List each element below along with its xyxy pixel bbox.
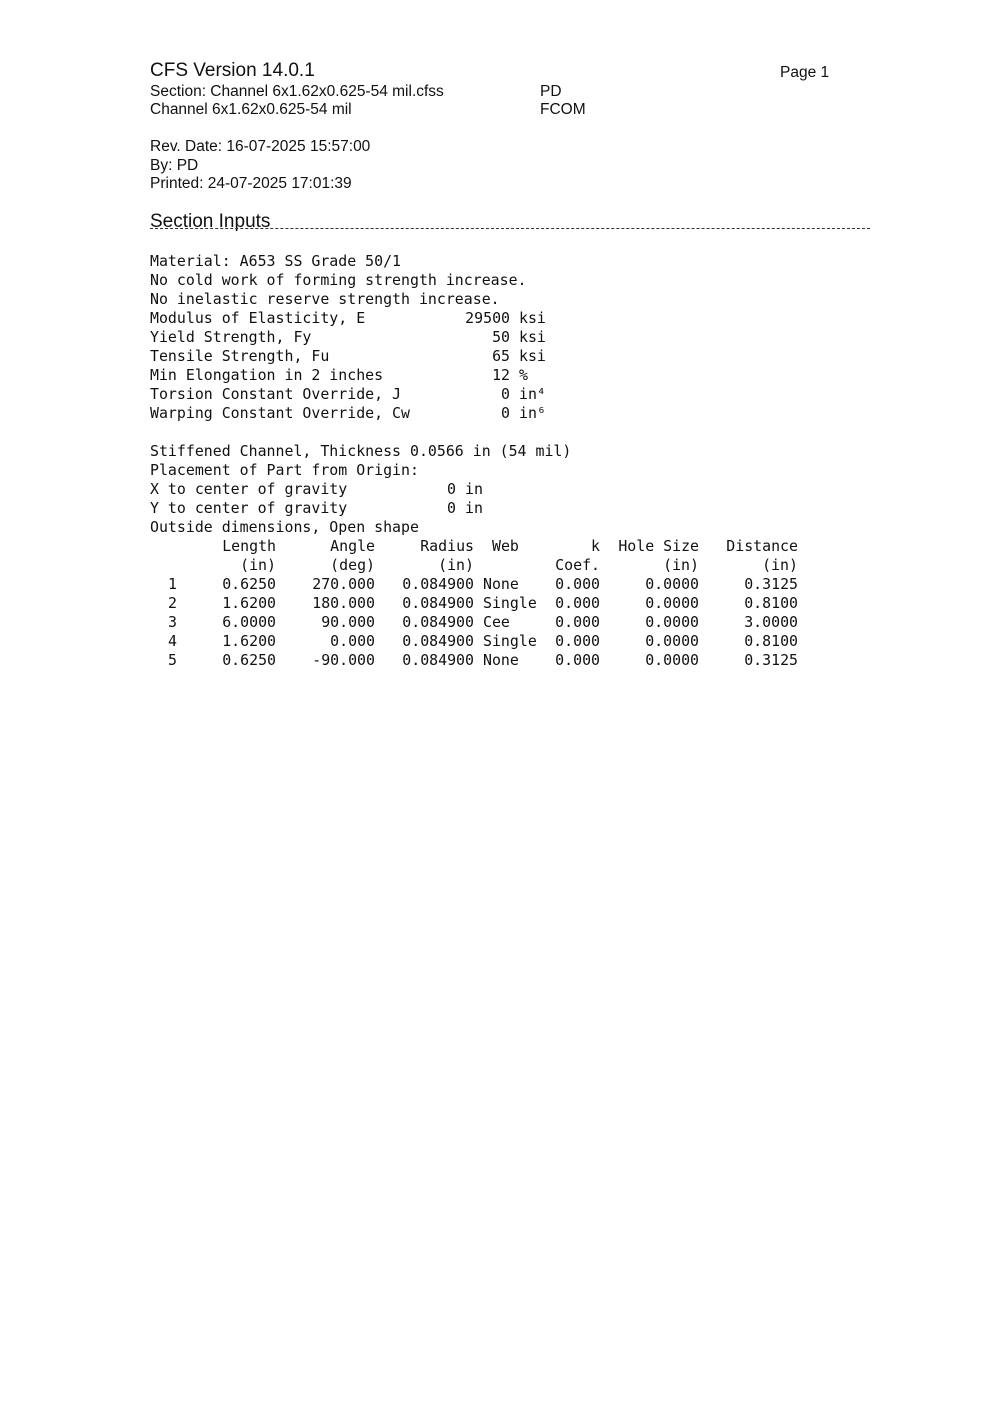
dimensions-heading: Outside dimensions, Open shape [150,518,419,536]
page-number: Page 1 [780,64,830,81]
table-cell: 1 [168,575,177,593]
section-divider [150,228,870,229]
placement-value: 0 [447,499,456,517]
table-cell: 5 [168,651,177,669]
column-header: Web [492,537,519,555]
table-cell: 0.000 [555,613,600,631]
placement-label: X to center of gravity [150,480,348,498]
property-label: Torsion Constant Override, J [150,385,402,403]
table-cell: 180.000 [312,594,375,612]
column-header: k [591,537,600,555]
table-cell: 3.0000 [744,613,798,631]
material-line: Material: A653 SS Grade 50/1 [150,252,402,270]
property-value: 65 [492,347,510,365]
table-cell: 1.6200 [222,632,276,650]
column-unit: Coef. [555,556,600,574]
section-name-line: Channel 6x1.62x0.625-54 mil [150,101,352,118]
property-value: 0 [501,385,510,403]
table-cell: 2 [168,594,177,612]
column-unit: (deg) [330,556,375,574]
column-unit: (in) [663,556,699,574]
table-cell: 0.0000 [645,651,699,669]
table-cell: 0.084900 [402,613,474,631]
table-cell: 4 [168,632,177,650]
cold-work-note: No cold work of forming strength increase. [150,271,527,289]
section-initials: PD [540,83,562,100]
property-unit: % [519,366,528,384]
table-cell: Single [483,594,537,612]
table-cell: 0.6250 [222,575,276,593]
table-cell: 3 [168,613,177,631]
placement-heading: Placement of Part from Origin: [150,461,419,479]
table-cell: 0.0000 [645,613,699,631]
placement-value: 0 [447,480,456,498]
property-unit: in⁴ [519,385,546,403]
table-cell: 0.084900 [402,632,474,650]
property-label: Tensile Strength, Fu [150,347,330,365]
table-cell: 0.0000 [645,632,699,650]
column-header: Angle [330,537,375,555]
table-cell: 0.000 [555,632,600,650]
property-label: Warping Constant Override, Cw [150,404,410,422]
property-label: Min Elongation in 2 inches [150,366,384,384]
property-label: Modulus of Elasticity, E [150,309,366,327]
table-cell: 0.8100 [744,632,798,650]
section-file-line: Section: Channel 6x1.62x0.625-54 mil.cfss [150,83,444,100]
property-value: 50 [492,328,510,346]
table-cell: 0.3125 [744,575,798,593]
column-unit: (in) [438,556,474,574]
table-cell: 0.0000 [645,575,699,593]
property-value: 0 [501,404,510,422]
column-header: Radius [420,537,474,555]
table-cell: 0.6250 [222,651,276,669]
table-cell: 0.084900 [402,651,474,669]
table-cell: 0.000 [555,651,600,669]
placement-label: Y to center of gravity [150,499,348,517]
column-header: Length [222,537,276,555]
table-cell: 0.000 [330,632,375,650]
table-cell: None [483,651,519,669]
placement-unit: in [465,499,483,517]
column-header: Distance [726,537,798,555]
inelastic-note: No inelastic reserve strength increase. [150,290,500,308]
table-cell: Single [483,632,537,650]
table-cell: Cee [483,613,510,631]
section-code: FCOM [540,101,586,118]
table-cell: None [483,575,519,593]
rev-date: Rev. Date: 16-07-2025 15:57:00 [150,138,371,155]
table-cell: 0.000 [555,575,600,593]
table-cell: 0.0000 [645,594,699,612]
app-version: CFS Version 14.0.1 [150,60,315,81]
section-heading: Section Inputs [150,211,271,232]
column-unit: (in) [240,556,276,574]
property-unit: ksi [519,328,546,346]
table-cell: 0.084900 [402,575,474,593]
column-header: Hole Size [618,537,699,555]
property-unit: ksi [519,347,546,365]
table-cell: 270.000 [312,575,375,593]
table-cell: 6.0000 [222,613,276,631]
property-value: 29500 [465,309,510,327]
table-cell: -90.000 [312,651,375,669]
author: By: PD [150,157,199,174]
property-value: 12 [492,366,510,384]
table-cell: 0.3125 [744,651,798,669]
property-unit: in⁶ [519,404,546,422]
table-cell: 0.084900 [402,594,474,612]
property-unit: ksi [519,309,546,327]
table-cell: 0.000 [555,594,600,612]
table-cell: 90.000 [321,613,375,631]
property-label: Yield Strength, Fy [150,328,312,346]
printed-date: Printed: 24-07-2025 17:01:39 [150,175,352,192]
table-cell: 0.8100 [744,594,798,612]
column-unit: (in) [762,556,798,574]
placement-unit: in [465,480,483,498]
table-cell: 1.6200 [222,594,276,612]
thickness-line: Stiffened Channel, Thickness 0.0566 in (54 mil) [150,442,572,460]
